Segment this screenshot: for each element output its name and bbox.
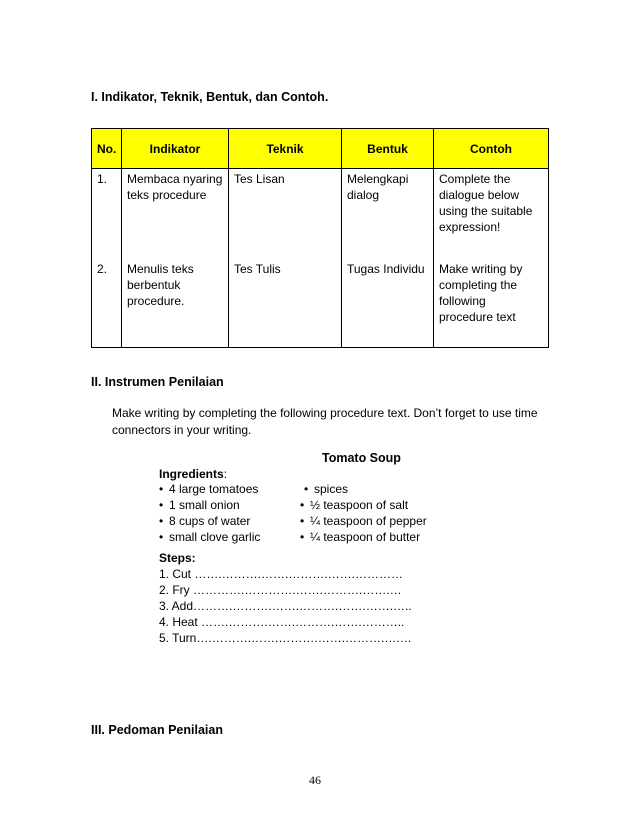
cell-bentuk: Tugas Individu	[342, 259, 434, 348]
list-item: • 4 large tomatoes	[159, 482, 259, 496]
cell-no: 2.	[92, 259, 122, 348]
header-contoh: Contoh	[434, 129, 549, 169]
list-item: • ¼ teaspoon of pepper	[300, 514, 427, 528]
cell-teknik: Tes Tulis	[229, 259, 342, 348]
table-row	[92, 259, 549, 348]
list-item: 5. Turn….……….…….……….…….……….….…	[159, 631, 412, 645]
list-item: 2. Fry ………….………….…….……….…….…	[159, 583, 402, 597]
list-item: • spices	[304, 482, 349, 496]
cell-indikator: Membaca nyaring teks procedure	[122, 169, 229, 260]
header-teknik: Teknik	[229, 129, 342, 169]
table-row	[92, 169, 549, 260]
steps-list	[159, 566, 412, 646]
cell-bentuk: Melengkapi dialog	[342, 169, 434, 260]
header-bentuk: Bentuk	[342, 129, 434, 169]
header-indikator: Indikator	[122, 129, 229, 169]
indicator-table	[91, 128, 549, 348]
cell-contoh: Make writing by completing the following procedure text	[434, 259, 549, 348]
ingredients-label-row: Ingredients:	[159, 467, 228, 481]
ingredients-label: Ingredients	[159, 467, 224, 481]
list-item: • ½ teaspoon of salt	[300, 498, 409, 512]
cell-no: 1.	[92, 169, 122, 260]
steps-label: Steps:	[159, 551, 196, 565]
cell-contoh: Complete the dialogue below using the suitable expression!	[434, 169, 549, 260]
page-number: 46	[309, 773, 321, 787]
ingredients-left-list	[159, 481, 260, 545]
list-item: • 1 small onion	[159, 498, 240, 512]
list-item: • 8 cups of water	[159, 514, 251, 528]
table-header-row	[92, 129, 549, 169]
ingredients-right-list	[300, 481, 427, 545]
list-item: • ¼ teaspoon of butter	[300, 530, 421, 544]
cell-teknik: Tes Lisan	[229, 169, 342, 260]
cell-indikator: Menulis teks berbentuk procedure.	[122, 259, 229, 348]
list-item: • small clove garlic	[159, 530, 261, 544]
list-item: 3. Add……….……….…….……….…….…….…..	[159, 599, 412, 613]
instruction-text: Make writing by completing the following procedure text. Don’t forget to use time connectors in your writing.	[112, 406, 538, 437]
section-2-heading: II. Instrumen Penilaian	[91, 375, 224, 389]
recipe-title: Tomato Soup	[322, 451, 401, 465]
section-3-heading: III. Pedoman Penilaian	[91, 723, 223, 737]
list-item: 4. Heat …….……….…….……….…….………..	[159, 615, 405, 629]
header-no: No.	[92, 129, 122, 169]
section-1-heading: I. Indikator, Teknik, Bentuk, dan Contoh.	[91, 90, 329, 104]
list-item: 1. Cut …….……….…….……….…….…………	[159, 567, 404, 581]
